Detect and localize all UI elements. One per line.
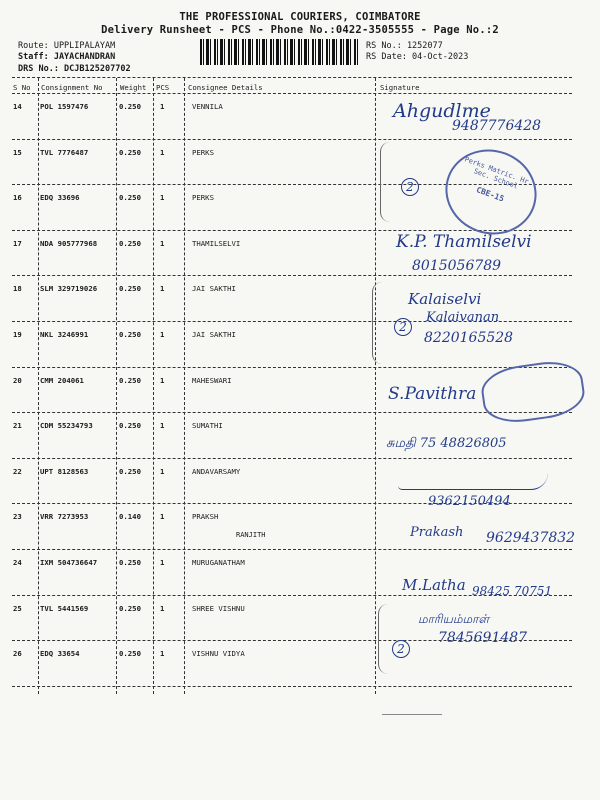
header-rule-bottom bbox=[12, 93, 572, 94]
drs-number: DRS No.: DCJB125207702 bbox=[18, 64, 131, 74]
row-sno: 19 bbox=[13, 330, 22, 339]
row-sno: 16 bbox=[13, 193, 22, 202]
signature-scribble-22 bbox=[398, 473, 548, 490]
circled-number: 2 bbox=[401, 178, 419, 196]
row-consignee: VENNILA bbox=[192, 102, 223, 111]
row-weight: 0.250 bbox=[119, 239, 141, 248]
row-divider bbox=[12, 275, 572, 276]
barcode bbox=[200, 39, 358, 65]
row-consignment-no: EDQ 33696 bbox=[40, 193, 80, 202]
row-weight: 0.140 bbox=[119, 512, 141, 521]
header-rule-top bbox=[12, 77, 572, 78]
row-pcs: 1 bbox=[160, 102, 165, 111]
signature-row-25: மாரியம்மாள் bbox=[418, 612, 490, 626]
row-pcs: 1 bbox=[160, 148, 165, 157]
row-sno: 21 bbox=[13, 421, 22, 430]
signature-row-18b: Kalaivanan bbox=[426, 310, 500, 325]
row-consignee: SUMATHI bbox=[192, 421, 223, 430]
row-weight: 0.250 bbox=[119, 330, 141, 339]
col-header-consignee: Consignee Details bbox=[188, 83, 263, 92]
bracket-mark bbox=[380, 142, 403, 222]
bracket-mark bbox=[378, 604, 401, 674]
row-consignment-no: NDA 905777968 bbox=[40, 239, 98, 248]
col-separator bbox=[184, 78, 185, 694]
row-consignment-no: TVL 7776487 bbox=[40, 148, 89, 157]
signature-row-24: M.Latha bbox=[402, 576, 466, 594]
row-divider bbox=[12, 139, 572, 140]
row-consignee: PERKS bbox=[192, 148, 214, 157]
rs-date: RS Date: 04-Oct-2023 bbox=[366, 52, 469, 62]
row-sno: 23 bbox=[13, 512, 22, 521]
col-header-weight: Weight bbox=[120, 83, 147, 92]
row-pcs: 1 bbox=[160, 558, 165, 567]
row-pcs: 1 bbox=[160, 239, 165, 248]
row-consignment-no: CDM 55234793 bbox=[40, 421, 93, 430]
col-separator bbox=[38, 78, 39, 694]
col-separator bbox=[153, 78, 154, 694]
row-sno: 20 bbox=[13, 376, 22, 385]
phone-row-22: 9362150494 bbox=[428, 494, 511, 509]
row-divider bbox=[12, 367, 572, 368]
col-header-pcs: PCS bbox=[156, 83, 170, 92]
row-divider bbox=[12, 549, 572, 550]
row-sno: 25 bbox=[13, 604, 22, 613]
row-consignee: MAHESWARI bbox=[192, 376, 232, 385]
row-weight: 0.250 bbox=[119, 284, 141, 293]
stray-mark bbox=[382, 714, 442, 715]
row-consignee: SHREE VISHNU bbox=[192, 604, 245, 613]
row-weight: 0.250 bbox=[119, 558, 141, 567]
row-consignment-no: POL 1597476 bbox=[40, 102, 89, 111]
row-pcs: 1 bbox=[160, 330, 165, 339]
col-separator bbox=[375, 78, 376, 694]
signature-row-14: Ahgudlme bbox=[393, 100, 491, 122]
row-pcs: 1 bbox=[160, 376, 165, 385]
row-consignee: PRAKSH bbox=[192, 512, 219, 521]
row-consignment-no: NKL 3246991 bbox=[40, 330, 89, 339]
row-consignee: PERKS bbox=[192, 193, 214, 202]
row-sno: 14 bbox=[13, 102, 22, 111]
row-consignee: MURUGANATHAM bbox=[192, 558, 245, 567]
row-consignment-no: EDQ 33654 bbox=[40, 649, 80, 658]
signature-row-21: சுமதி 75 48826805 bbox=[386, 436, 507, 451]
staff-label: Staff: JAYACHANDRAN bbox=[18, 52, 116, 62]
row-sno: 24 bbox=[13, 558, 22, 567]
circled-number: 2 bbox=[394, 318, 412, 336]
phone-row-18: 8220165528 bbox=[424, 330, 514, 346]
row-pcs: 1 bbox=[160, 467, 165, 476]
col-header-signature: Signature bbox=[380, 83, 420, 92]
row-weight: 0.250 bbox=[119, 102, 141, 111]
row-consignment-no: UPT 8128563 bbox=[40, 467, 89, 476]
row-consignment-no: TVL 5441569 bbox=[40, 604, 89, 613]
col-separator bbox=[116, 78, 117, 694]
row-sno: 22 bbox=[13, 467, 22, 476]
signature-row-18: Kalaiselvi bbox=[408, 290, 482, 308]
bracket-mark bbox=[372, 282, 395, 364]
row-consignment-no: SLM 329719026 bbox=[40, 284, 98, 293]
phone-row-14: 9487776428 bbox=[452, 118, 542, 134]
row-consignee: VISHNU VIDYA bbox=[192, 649, 245, 658]
signature-row-17: K.P. Thamilselvi bbox=[396, 232, 532, 252]
rs-number: RS No.: 1252077 bbox=[366, 41, 443, 51]
signature-row-20: S.Pavithra bbox=[388, 384, 477, 404]
row-sno: 17 bbox=[13, 239, 22, 248]
stamp-text: Perks Matric. Hr. Sec. School bbox=[463, 155, 534, 191]
row-weight: 0.250 bbox=[119, 376, 141, 385]
row-weight: 0.250 bbox=[119, 193, 141, 202]
row-weight: 0.250 bbox=[119, 604, 141, 613]
phone-row-25: 7845691487 bbox=[438, 630, 528, 646]
document-title: THE PROFESSIONAL COURIERS, COIMBATORE bbox=[179, 11, 421, 23]
row-consignee: JAI SAKTHI bbox=[192, 284, 236, 293]
circled-number: 2 bbox=[392, 640, 410, 658]
row-weight: 0.250 bbox=[119, 467, 141, 476]
row-pcs: 1 bbox=[160, 193, 165, 202]
phone-row-24: 98425 70751 bbox=[472, 584, 553, 598]
col-header-sno: S No bbox=[13, 83, 31, 92]
row-sno: 26 bbox=[13, 649, 22, 658]
route-label: Route: UPPLIPALAYAM bbox=[18, 41, 116, 51]
row-consignee: THAMILSELVI bbox=[192, 239, 241, 248]
note-row-23: RANJITH bbox=[236, 531, 266, 539]
row-consignment-no: CMM 204061 bbox=[40, 376, 84, 385]
row-sno: 18 bbox=[13, 284, 22, 293]
row-pcs: 1 bbox=[160, 604, 165, 613]
phone-row-23: 9629437832 bbox=[486, 530, 576, 546]
row-consignment-no: IXM 504736647 bbox=[40, 558, 98, 567]
row-weight: 0.250 bbox=[119, 148, 141, 157]
phone-row-17: 8015056789 bbox=[412, 258, 502, 274]
row-pcs: 1 bbox=[160, 421, 165, 430]
row-weight: 0.250 bbox=[119, 421, 141, 430]
document-subtitle: Delivery Runsheet - PCS - Phone No.:0422-3505555 - Page No.:2 bbox=[101, 24, 499, 36]
row-pcs: 1 bbox=[160, 512, 165, 521]
row-weight: 0.250 bbox=[119, 649, 141, 658]
row-consignment-no: VRR 7273953 bbox=[40, 512, 89, 521]
signature-row-23: Prakash bbox=[410, 525, 464, 540]
row-pcs: 1 bbox=[160, 649, 165, 658]
col-header-consignment: Consignment No bbox=[41, 83, 103, 92]
row-divider bbox=[12, 686, 572, 687]
stamp-code: CBE-15 bbox=[475, 185, 506, 204]
row-pcs: 1 bbox=[160, 284, 165, 293]
row-consignee: ANDAVARSAMY bbox=[192, 467, 241, 476]
row-consignee: JAI SAKTHI bbox=[192, 330, 236, 339]
row-divider bbox=[12, 458, 572, 459]
row-sno: 15 bbox=[13, 148, 22, 157]
